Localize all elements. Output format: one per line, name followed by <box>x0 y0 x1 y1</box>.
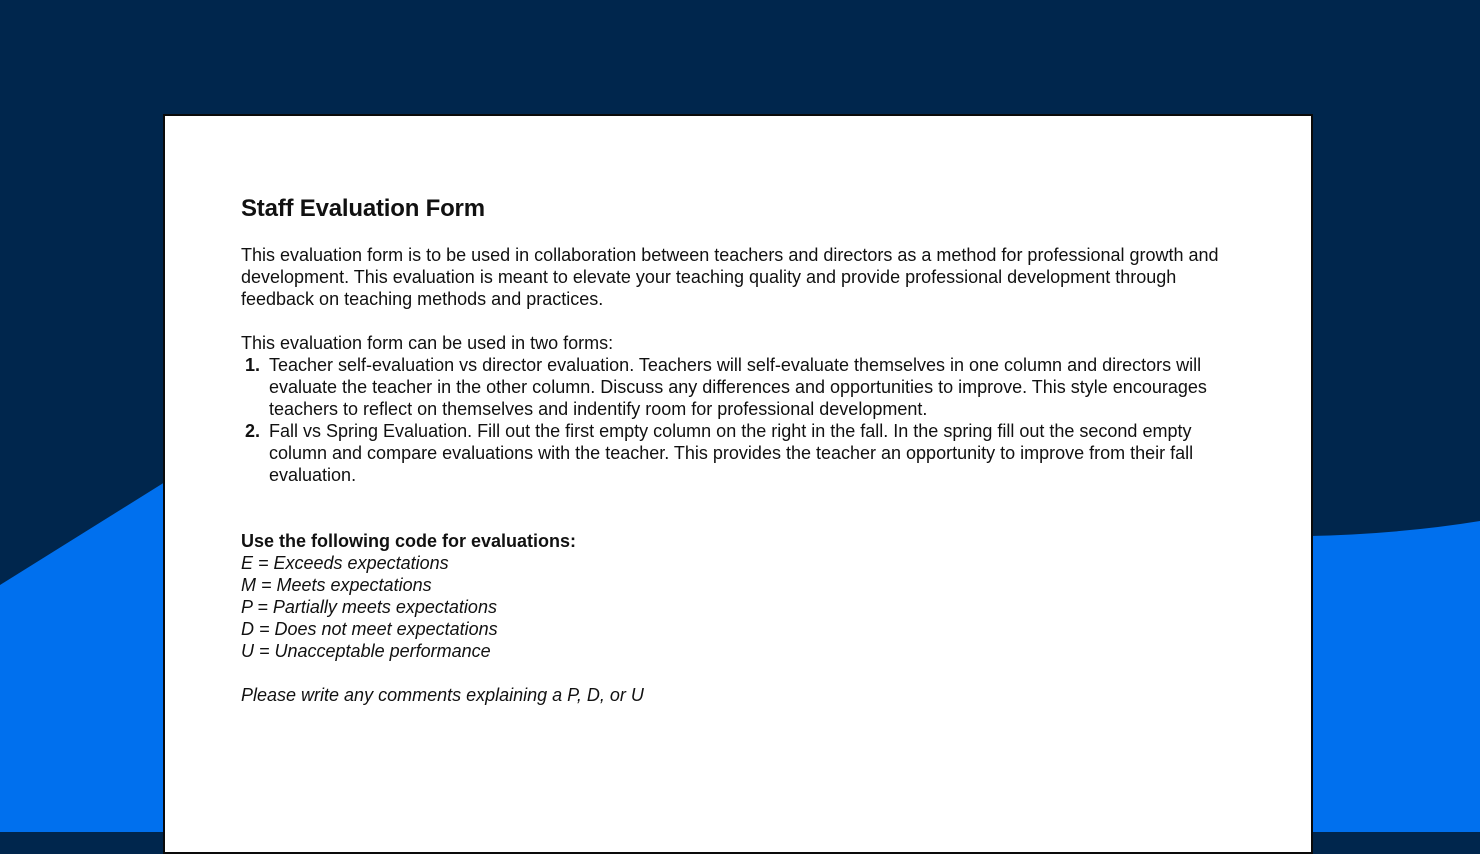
right-wave-shape <box>1310 521 1480 832</box>
code-heading: Use the following code for evaluations: <box>241 531 577 551</box>
document-title: Staff Evaluation Form <box>241 195 485 222</box>
comment-note: Please write any comments explaining a P, D, or U <box>241 685 644 705</box>
intro-paragraph: This evaluation form is to be used in collaboration between teachers and directors as a method for professional growth and development. This evaluation is meant to elevate your teaching quality and provide professional development through feedback on teaching methods and practices. <box>241 245 1219 309</box>
code-line-m: M = Meets expectations <box>241 575 432 595</box>
list-item-number: 1. <box>245 355 261 375</box>
document-page <box>163 114 1313 854</box>
list-item-text: Teacher self-evaluation vs director evaluation. Teachers will self-evaluate themselves in one column and directors will evaluate the teacher in the other column. Discuss any differences and opportunities to improve. This style encourages teachers to reflect on themselves and indentify room for professional development. <box>269 355 1207 419</box>
code-line-d: D = Does not meet expectations <box>241 619 498 639</box>
forms-list <box>241 354 1241 486</box>
list-item-text: Fall vs Spring Evaluation. Fill out the first empty column on the right in the fall. In the spring fill out the second empty column and compare evaluations with the teacher. This provides the teacher an opportunity to improve from their fall evaluation. <box>269 421 1194 485</box>
spacer <box>241 486 1241 530</box>
left-wave-shape <box>0 482 165 832</box>
code-line-u: U = Unacceptable performance <box>241 641 491 661</box>
list-item-number: 2. <box>245 421 261 441</box>
document-content <box>241 194 1241 706</box>
code-line-p: P = Partially meets expectations <box>241 597 497 617</box>
forms-intro: This evaluation form can be used in two forms: <box>241 333 614 353</box>
list-item <box>241 354 1241 420</box>
code-line-e: E = Exceeds expectations <box>241 553 449 573</box>
spacer <box>241 310 1241 332</box>
list-item <box>241 420 1241 486</box>
spacer <box>241 662 1241 684</box>
